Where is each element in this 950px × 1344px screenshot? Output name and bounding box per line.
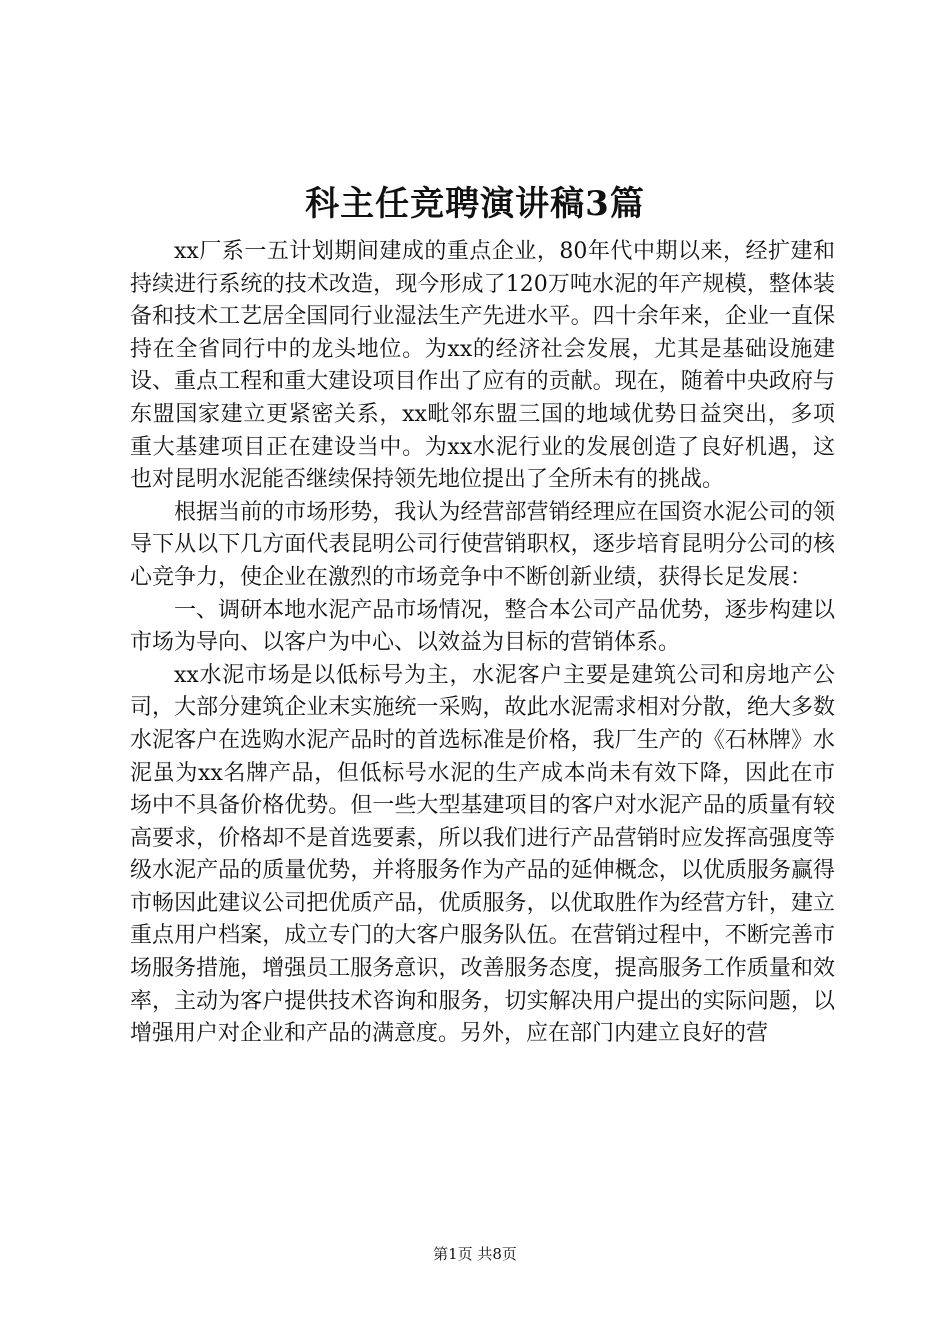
paragraph: xx水泥市场是以低标号为主，水泥客户主要是建筑公司和房地产公司，大部分建筑企业末实施统一采购，故此水泥需求相对分散，绝大多数水泥客户在选购水泥产品时的首选标准是价格，我厂生产的《石林牌》水泥虽为xx名牌产品，但低标号水泥的生产成本尚未有效下降，因此在市场中不具备价格优势。但一些大型基建项目的客户对水泥产品的质量有较高要求，价格却不是首选要素，所以我们进行产品营销时应发挥高强度等级水泥产品的质量优势，并将服务作为产品的延伸概念，以优质服务赢得市畅因此建议公司把优质产品，优质服务，以优取胜作为经营方针，建立重点用户档案，成立专门的大客户服务队伍。在营销过程中，不断完善市场服务措施，增强员工服务意识，改善服务态度，提高服务工作质量和效率，主动为客户提供技术咨询和服务，切实解决用户提出的实际问题，以增强用户对企业和产品的满意度。另外，应在部门内建立良好的营 — [130, 662, 835, 1047]
paragraph: 根据当前的市场形势，我认为经营部营销经理应在国资水泥公司的领导下从以下几方面代表昆明公司行使营销职权，逐步培育昆明分公司的核心竞争力，使企业在激烈的市场竞争中不断创新业绩，获得长足发展： — [130, 499, 835, 590]
paragraph: 一、调研本地水泥产品市场情况，整合本公司产品优势，逐步构建以市场为导向、以客户为中心、以效益为目标的营销体系。 — [130, 597, 835, 656]
page-number-footer: 第1页 共8页 — [433, 1245, 517, 1263]
document-title: 科主任竞聘演讲稿3篇 — [305, 184, 645, 224]
document-body — [130, 236, 835, 1051]
paragraph: xx厂系一五计划期间建成的重点企业，80年代中期以来，经扩建和持续进行系统的技术改造，现今形成了120万吨水泥的年产规模，整体装备和技术工艺居全国同行业湿法生产先进水平。四十余年来，企业一直保持在全省同行中的龙头地位。为xx的经济社会发展，尤其是基础设施建设、重点工程和重大建设项目作出了应有的贡献。现在，随着中央政府与东盟国家建立更紧密关系，xx毗邻东盟三国的地域优势日益突出，多项重大基建项目正在建设当中。为xx水泥行业的发展创造了良好机遇，这也对昆明水泥能否继续保持领先地位提出了全所未有的挑战。 — [130, 239, 835, 493]
